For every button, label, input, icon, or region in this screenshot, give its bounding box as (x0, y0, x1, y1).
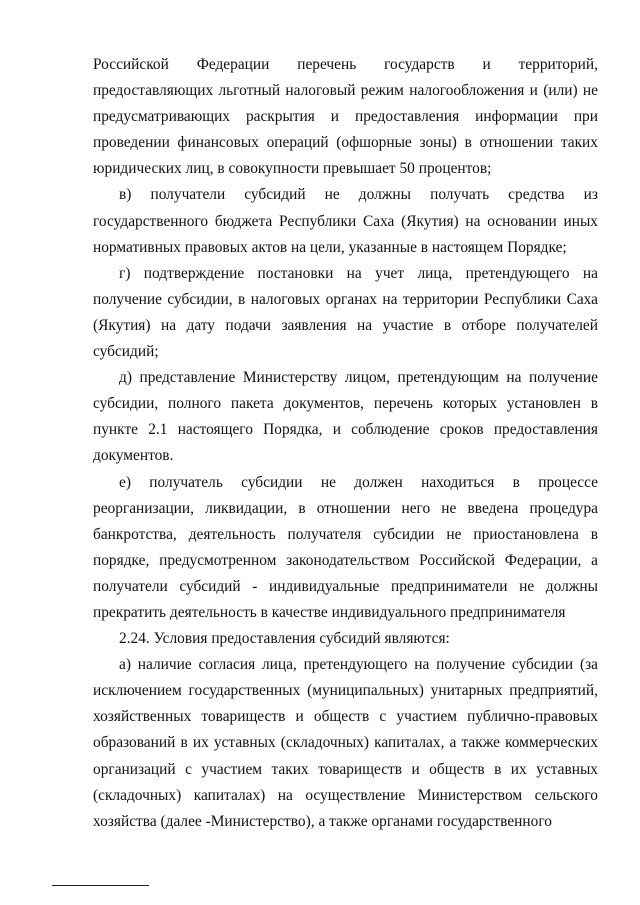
paragraph-item-a: а) наличие согласия лица, претендующего на получение субсидии (за исключением государственных (муниципальных) унитарных предприятий, хозяйственных товариществ и обществ с участием публично-правовых образований в их уставных (складочных) капиталах, а также коммерческих организаций с участием таких товариществ и обществ в их уставных (складочных) капиталах) на осуществление Министерством сельского хозяйства (далее -Министерство), а также органами государственного (93, 656, 598, 830)
document-body (93, 52, 598, 835)
paragraph-item-v: в) получатели субсидий не должны получать средства из государственного бюджета Республики Саха (Якутия) на основании иных нормативных правовых актов на цели, указанные в настоящем Порядке; (93, 186, 598, 256)
footnote-separator-line (52, 885, 149, 886)
paragraph-item-g: г) подтверждение постановки на учет лица, претендующего на получение субсидии, в налоговых органах на территории Республики Саха (Якутия) на дату подачи заявления на участие в отборе получателей субсидий; (93, 264, 598, 361)
paragraph-continuation: Российской Федерации перечень государств и территорий, предоставляющих льготный налоговый режим налогообложения и (или) не предусматривающих раскрытия и предоставления информации при проведении финансовых операций (офшорные зоны) в отношении таких юридических лиц, в совокупности превышает 50 процентов; (93, 56, 598, 178)
paragraph-item-d: д) представление Министерству лицом, претендующим на получение субсидии, полного пакета документов, перечень которых установлен в пункте 2.1 настоящего Порядка, и соблюдение сроков предоставления документов. (93, 369, 598, 465)
section-heading-2-24: 2.24. Условия предоставления субсидий являются: (119, 630, 450, 648)
paragraph-item-e: е) получатель субсидии не должен находиться в процессе реорганизации, ликвидации, в отношении него не введена процедура банкротства, деятельность получателя субсидии не приостановлена в порядке, предусмотренном законодательством Российской Федерации, а получатели субсидий - индивидуальные предприниматели не должны прекратить деятельность в качестве индивидуального предпринимателя (93, 473, 598, 621)
